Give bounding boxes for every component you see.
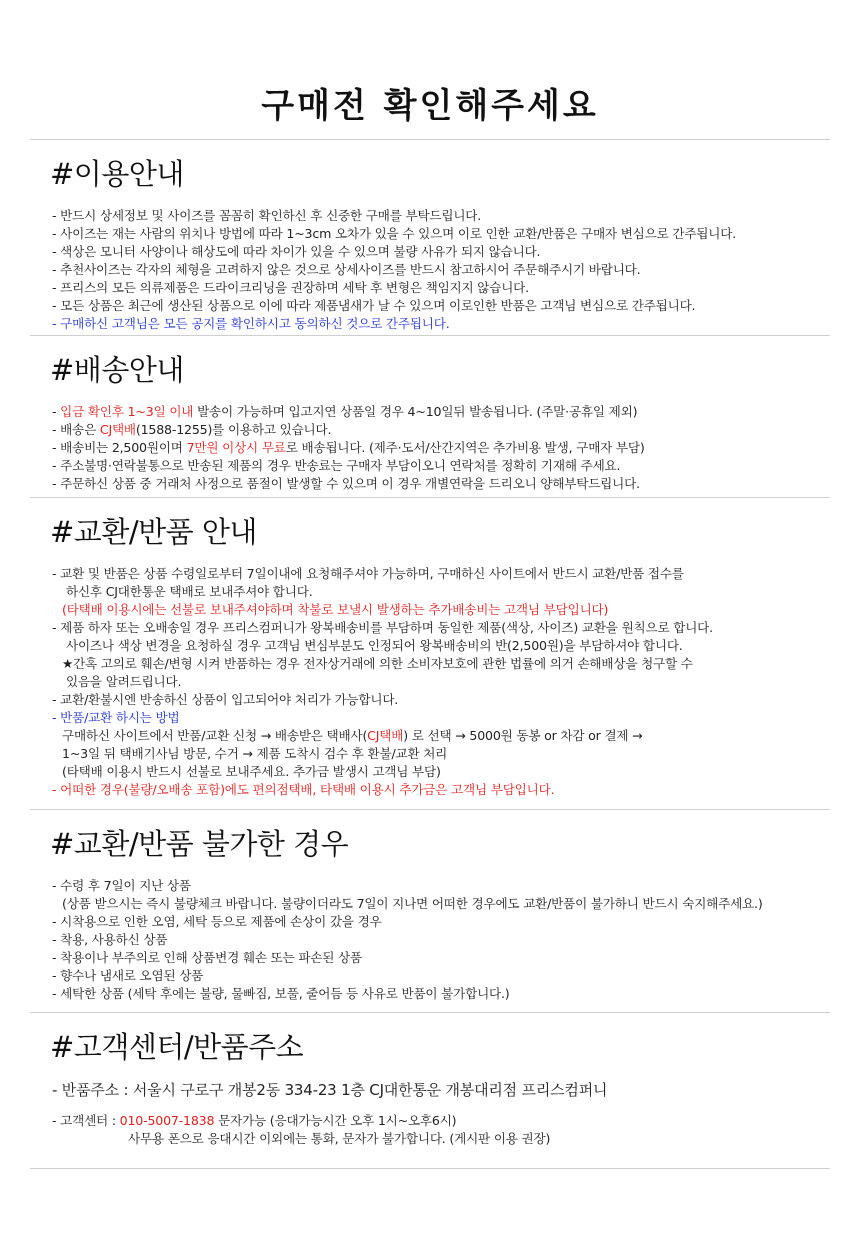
delivery-item: - 주문하신 상품 중 거래처 사정으로 품절이 발생할 수 있으며 이 경우 개별연락을 드리오니 양해부탁드립니다. (52, 476, 640, 491)
divider (30, 1168, 830, 1169)
delivery-title: #배송안내 (50, 353, 184, 387)
exchange-item: 사이즈나 색상 변경을 요청하실 경우 고객님 변심부분도 인정되어 왕복배송비의 반(2,500원)을 부담하셔야 합니다. (66, 638, 683, 653)
text: - 고객센터 : (52, 1113, 120, 1128)
courier-name: CJ택배 (367, 728, 404, 743)
no-return-item: - 수령 후 7일이 지난 상품 (52, 878, 191, 893)
free-shipping-condition: 7만원 이상시 무료 (186, 440, 286, 455)
usage-item: - 프리스의 모든 의류제품은 드라이크리닝을 권장하며 세탁 후 변형은 책임지지 않습니다. (52, 280, 529, 295)
text: - (52, 404, 61, 419)
divider (30, 139, 830, 140)
text: - 배송은 (52, 422, 100, 437)
customer-center-phone (52, 1112, 842, 1130)
text: 로 배송됩니다. (제주·도서/산간지역은 추가비용 발생, 구매자 부담) (285, 440, 645, 455)
delivery-section (52, 348, 842, 493)
text: 구매하신 사이트에서 반품/교환 신청 → 배송받은 택배사( (62, 728, 368, 743)
page-title: 구매전 확인해주세요 (261, 86, 599, 126)
exchange-item: 1~3일 뒤 택배기사님 방문, 수거 → 제품 도착시 검수 후 환불/교환 처리 (62, 746, 448, 761)
exchange-notice: (타택배 이용시에는 선불로 보내주셔야하며 착불로 보낼시 발생하는 추가배송비는 고객님 부담입니다) (62, 602, 609, 617)
text: 문자가능 (응대가능시간 오후 1시~오후6시) (214, 1113, 457, 1128)
usage-section (52, 152, 842, 333)
customer-center-title: #고객센터/반품주소 (50, 1030, 304, 1064)
no-return-item: (상품 받으시는 즉시 불량체크 바랍니다. 불량이더라도 7일이 지나면 어떠한 경우에도 교환/반품이 불가하니 반드시 숙지해주세요.) (62, 896, 763, 911)
text: - 배송비는 2,500원이며 (52, 440, 187, 455)
exchange-item: - 교환/환불시엔 반송하신 상품이 입고되어야 처리가 가능합니다. (52, 692, 399, 707)
exchange-method-heading: - 반품/교환 하시는 방법 (52, 710, 180, 725)
delivery-item (52, 439, 842, 457)
usage-title: #이용안내 (50, 157, 184, 191)
usage-item: - 모든 상품은 최근에 생산된 상품으로 이에 따라 제품냄새가 날 수 있으며 이로인한 반품은 고객님 변심으로 간주됩니다. (52, 298, 696, 313)
delivery-item (52, 421, 842, 439)
customer-center-note: 사무용 폰으로 응대시간 이외에는 통화, 문자가 불가합니다. (게시판 이용 권장) (128, 1131, 551, 1146)
divider (30, 497, 830, 498)
customer-center-section (52, 1025, 842, 1148)
delivery-item: - 주소불명·연락불통으로 반송된 제품의 경우 반송료는 구매자 부담이오니 연락처를 정확히 기재해 주세요. (52, 458, 621, 473)
text: 발송이 가능하며 입고지연 상품일 경우 4~10일뒤 발송됩니다. (주말·공휴일 제외) (193, 404, 638, 419)
text: (1588-1255)를 이용하고 있습니다. (135, 422, 332, 437)
exchange-item: 있음을 알려드립니다. (66, 674, 182, 689)
exchange-notice: - 어떠한 경우(불량/오배송 포함)에도 편의점택배, 타택배 이용시 추가금은 고객님 부담입니다. (52, 782, 555, 797)
exchange-item: 하신후 CJ대한통운 택배로 보내주셔야 합니다. (66, 584, 313, 599)
exchange-section (52, 510, 842, 799)
exchange-title: #교환/반품 안내 (50, 515, 257, 549)
return-address: - 반품주소 : 서울시 구로구 개봉2동 334-23 1층 CJ대한통운 개봉대리점 프리스컴퍼니 (52, 1081, 608, 1099)
no-return-section (52, 822, 842, 1003)
no-return-item: - 착용이나 부주의로 인해 상품변경 훼손 또는 파손된 상품 (52, 950, 362, 965)
phone-number: 010-5007-1838 (119, 1113, 215, 1128)
delivery-period: 입금 확인후 1~3일 이내 (60, 404, 194, 419)
exchange-item: - 교환 및 반품은 상품 수령일로부터 7일이내에 요청해주셔야 가능하며, 구매하신 사이트에서 반드시 교환/반품 접수를 (52, 566, 684, 581)
exchange-item: - 제품 하자 또는 오배송일 경우 프리스컴퍼니가 왕복배송비를 부담하며 동일한 제품(색상, 사이즈) 교환을 원칙으로 합니다. (52, 620, 713, 635)
exchange-item (52, 727, 842, 745)
courier-name: CJ택배 (99, 422, 136, 437)
usage-item: - 사이즈는 재는 사람의 위치나 방법에 따라 1~3cm 오차가 있을 수 있으며 이로 인한 교환/반품은 구매자 변심으로 간주됩니다. (52, 226, 736, 241)
divider (30, 809, 830, 810)
no-return-item: - 향수나 냄새로 오염된 상품 (52, 968, 204, 983)
usage-item: - 반드시 상세정보 및 사이즈를 꼼꼼히 확인하신 후 신중한 구매를 부탁드립니다. (52, 208, 482, 223)
divider (30, 1012, 830, 1013)
no-return-item: - 시착용으로 인한 오염, 세탁 등으로 제품에 손상이 갔을 경우 (52, 914, 382, 929)
divider (30, 335, 830, 336)
delivery-item (52, 403, 842, 421)
usage-item: - 색상은 모니터 사양이나 해상도에 따라 차이가 있을 수 있으며 불량 사유가 되지 않습니다. (52, 244, 541, 259)
no-return-item: - 착용, 사용하신 상품 (52, 932, 168, 947)
no-return-title: #교환/반품 불가한 경우 (50, 827, 349, 861)
usage-agreement-notice: - 구매하신 고객님은 모든 공지를 확인하시고 동의하신 것으로 간주됩니다. (52, 316, 450, 331)
exchange-item: (타택배 이용시 반드시 선불로 보내주세요. 추가금 발생시 고객님 부담) (62, 764, 441, 779)
exchange-item: ★간혹 고의로 훼손/변형 시켜 반품하는 경우 전자상거래에 의한 소비자보호에 관한 법률에 의거 손해배상을 청구할 수 (62, 656, 693, 671)
text: ) 로 선택 → 5000원 동봉 or 차감 or 결제 → (403, 728, 643, 743)
usage-item: - 추천사이즈는 각자의 체형을 고려하지 않은 것으로 상세사이즈를 반드시 참고하시어 주문해주시기 바랍니다. (52, 262, 641, 277)
no-return-item: - 세탁한 상품 (세탁 후에는 불량, 물빠짐, 보풀, 줄어듬 등 사유로 반품이 불가합니다.) (52, 986, 510, 1001)
